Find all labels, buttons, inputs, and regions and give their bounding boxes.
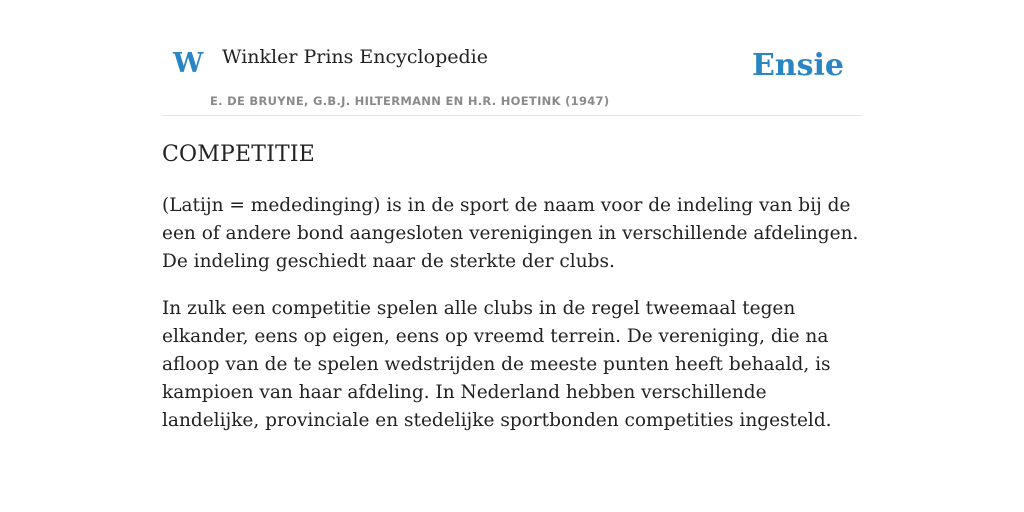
source-authors: E. DE BRUYNE, G.B.J. HILTERMANN EN H.R. HOETINK (1947): [210, 94, 610, 108]
source-header: [162, 0, 862, 116]
source-logo[interactable]: W: [173, 48, 204, 79]
article-paragraph-1: (Latijn = mededinging) is in de sport de naam voor de indeling van bij de een of andere bond aangesloten verenigingen in verschillende afdelingen. De indeling geschiedt naar de sterkte der clubs.: [162, 195, 859, 273]
article-paragraph-2: In zulk een competitie spelen alle clubs in de regel tweemaal tegen elkander, eens op eigen, eens op vreemd terrein. De vereniging, die na afloop van de te spelen wedstrijden de meeste punten heeft behaald, is kampioen van haar afdeling. In Nederland hebben verschillende landelijke, provinciale en stedelijke sportbonden competities ingesteld.: [162, 298, 832, 432]
article-title: COMPETITIE: [162, 142, 316, 167]
ensie-logo[interactable]: Ensie: [751, 48, 844, 83]
content-container: [162, 0, 862, 435]
source-title[interactable]: Winkler Prins Encyclopedie: [222, 46, 488, 68]
